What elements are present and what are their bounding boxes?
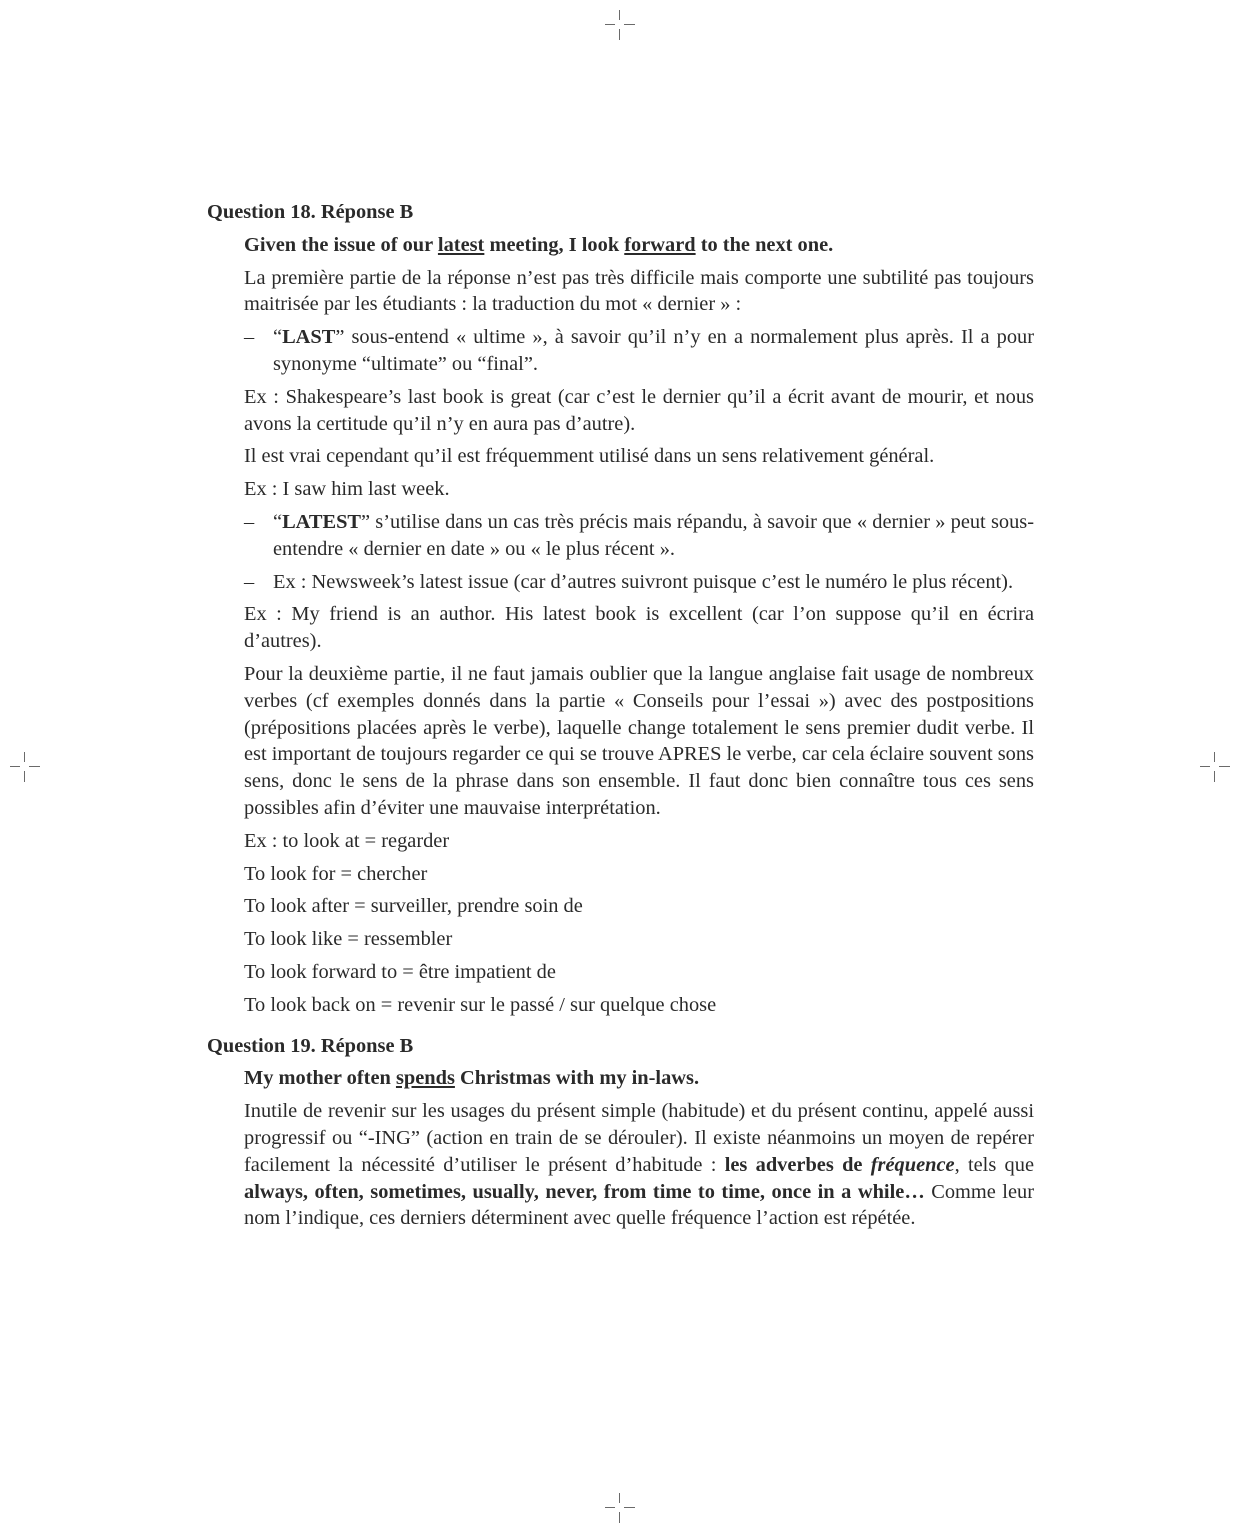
list-item-text: ” s’utilise dans un cas très précis mais répandu, à savoir que « dernier » peut sous-entendre « dernier en date » ou « le plus récent ». xyxy=(273,510,1034,560)
intro-paragraph: La première partie de la réponse n’est pas très difficile mais comporte une subtilité pas toujours maitrisée par les étudiants : la traduction du mot « dernier » : xyxy=(244,266,1034,316)
list-item-text: Ex : Newsweek’s latest issue (car d’autres suivront puisque c’est le numéro le plus récent). xyxy=(273,570,1014,593)
registration-mark-bottom xyxy=(605,1493,635,1523)
list-item-text: ” sous-entend « ultime », à savoir qu’il n’y en a normalement plus après. Il a pour synonyme “ultimate” ou “final”. xyxy=(273,326,1034,375)
list-item-latest xyxy=(244,509,1034,563)
example-friend: Ex : My friend is an author. His latest book is excellent (car l’on suppose qu’il en écrira d’autres). xyxy=(244,603,1034,653)
bold-italic-text: fréquence xyxy=(870,1153,955,1176)
sentence-text: Christmas with my in-laws. xyxy=(454,1067,700,1090)
quote-mark: “ xyxy=(273,510,283,533)
second-part-paragraph: Pour la deuxième partie, il ne faut jamais oublier que la langue anglaise fait usage de nombreux verbes (cf exemples donnés dans la partie « Conseils pour l’essai ») avec des postpositions (prépositions placées après le verbe), laquelle change totalement le sens premier dudit verbe. Il est important de toujours regarder ce qui se trouve APRES le verbe, car cela éclaire souvent sons sens, donc le sens de la phrase dans son ensemble. Il faut donc bien connaître tous ces sens possibles afin d’éviter une mauvaise interprétation. xyxy=(244,662,1034,819)
look-example: To look back on = revenir sur le passé / sur quelque chose xyxy=(244,993,717,1016)
sentence-text: to the next one. xyxy=(695,233,834,256)
term-last: LAST xyxy=(282,326,336,349)
page-content xyxy=(207,199,1034,1238)
sentence-text: Given the issue of our xyxy=(244,233,438,256)
registration-mark-left xyxy=(10,752,40,782)
dash-bullet: – xyxy=(244,570,255,593)
sentence-text: meeting, I look xyxy=(484,233,625,256)
question-18-heading: Question 18. Réponse B xyxy=(207,201,414,223)
registration-mark-right xyxy=(1200,752,1230,782)
quote-mark: “ xyxy=(273,326,283,349)
question-18-sentence xyxy=(244,232,1034,259)
look-example: To look after = surveiller, prendre soin de xyxy=(244,895,583,918)
paragraph-text: Comme leur nom l’indique, ces derniers déterminent avec quelle fréquence l’action est répétée. xyxy=(244,1180,1035,1230)
dash-bullet: – xyxy=(244,326,255,349)
underlined-word-spends: spends xyxy=(395,1067,455,1090)
underlined-word-forward: forward xyxy=(624,233,696,256)
example-last-week: Ex : I saw him last week. xyxy=(244,478,450,501)
frequency-paragraph xyxy=(244,1098,1034,1232)
look-example: To look like = ressembler xyxy=(244,928,453,951)
look-example: To look for = chercher xyxy=(244,862,428,885)
question-19-sentence xyxy=(244,1065,1034,1092)
list-item-newsweek xyxy=(244,569,1034,596)
look-example: Ex : to look at = regarder xyxy=(244,829,450,852)
example-shakespeare: Ex : Shakespeare’s last book is great (car c’est le dernier qu’il a écrit avant de mourir, et nous avons la certitude qu’il n’y en aura pas d’autre). xyxy=(244,385,1034,435)
term-latest: LATEST xyxy=(282,510,362,533)
adverb-list: always, often, sometimes, usually, never, from time to time, once in a while… xyxy=(244,1180,925,1203)
look-example: To look forward to = être impatient de xyxy=(244,960,556,983)
list-item-last xyxy=(244,324,1034,378)
question-19-body xyxy=(244,1065,1034,1232)
registration-mark-top xyxy=(605,10,635,40)
sentence-text: My mother often xyxy=(244,1067,396,1090)
question-18-body xyxy=(244,232,1034,1019)
general-use-paragraph: Il est vrai cependant qu’il est fréquemment utilisé dans un sens relativement général. xyxy=(244,445,935,468)
dash-bullet: – xyxy=(244,510,255,533)
question-19-heading: Question 19. Réponse B xyxy=(207,1034,414,1057)
paragraph-text: , tels que xyxy=(954,1153,1034,1176)
paragraph-text: Inutile de revenir sur les usages du présent simple (habitude) et du présent continu, appelé aussi progressif ou “-ING” (action en train de se dérouler). Il existe néanmoins un moyen de repérer facilement la nécessité d’utiliser le présent d’habitude : xyxy=(244,1100,1034,1176)
bold-text: les adverbes de xyxy=(724,1153,871,1176)
underlined-word-latest: latest xyxy=(437,233,485,256)
